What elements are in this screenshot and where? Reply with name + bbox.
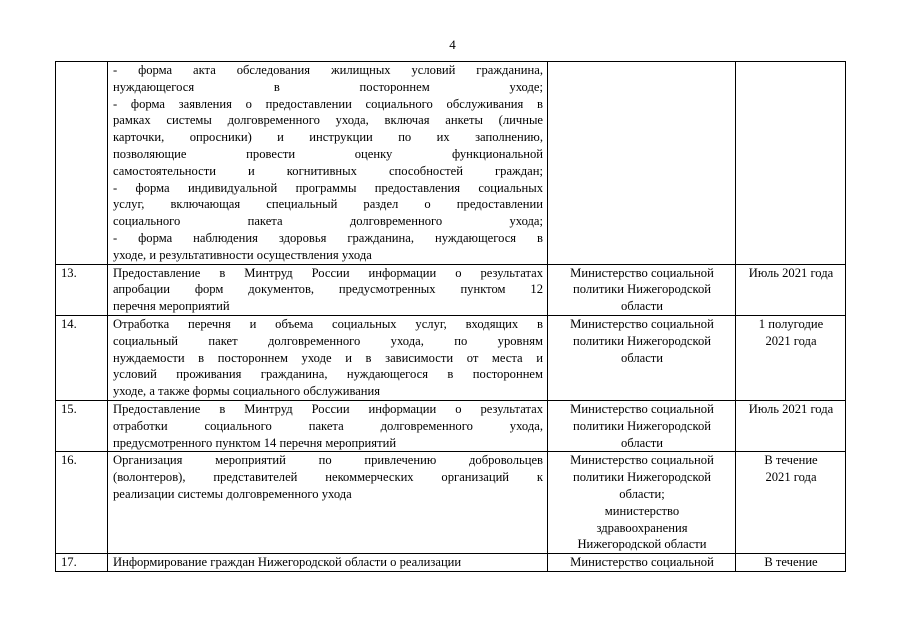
row-description: [108, 62, 548, 265]
text-line: рамках системы долговременного ухода, включая анкеты (личные: [113, 113, 543, 128]
row-term: [736, 62, 846, 265]
text-line: социальный пакет долговременного ухода, по уровням: [113, 333, 543, 348]
text-line: 2021 года: [765, 470, 817, 485]
text-line: Предоставление в Минтруд России информации о результатах: [113, 265, 543, 280]
row-responsible: [548, 554, 736, 572]
row-responsible: [548, 62, 736, 265]
text-line: Предоставление в Минтруд России информации о результатах: [113, 401, 543, 416]
text-line: нуждающегося в постороннем уходе;: [113, 79, 543, 94]
row-term: [736, 315, 846, 400]
page-number: 4: [449, 37, 456, 52]
text-line: Министерство социальной: [570, 316, 714, 331]
row-description: [108, 554, 548, 572]
text-line: В течение: [764, 453, 818, 468]
text-line: карточки, опросники) и инструкции по их заполнению,: [113, 130, 543, 145]
text-line: В течение: [764, 555, 818, 570]
text-line: позволяющие провести оценку функциональной: [113, 146, 543, 161]
text-line: уходе, а также формы социального обслуживания: [113, 384, 381, 399]
text-line: - форма наблюдения здоровья гражданина, нуждающегося в: [113, 230, 543, 245]
text-line: политики Нижегородской: [573, 282, 711, 297]
text-line: Министерство социальной: [570, 453, 714, 468]
row-description: [108, 400, 548, 451]
row-responsible: [548, 452, 736, 554]
text-line: Нижегородской области: [577, 537, 707, 552]
text-line: Министерство социальной: [570, 265, 714, 280]
text-line: здравоохранения: [596, 520, 688, 535]
text-line: предусмотренного пунктом 14 перечня мероприятий: [113, 435, 397, 450]
text-line: политики Нижегородской: [573, 470, 711, 485]
measures-table: [55, 61, 846, 572]
row-description: [108, 315, 548, 400]
text-line: области: [620, 350, 664, 365]
row-number: 17.: [56, 554, 108, 572]
text-line: социального пакета долговременного ухода;: [113, 214, 543, 229]
text-line: отработки социального пакета долговременного ухода,: [113, 418, 543, 433]
text-line: Организация мероприятий по привлечению добровольцев: [113, 453, 543, 468]
text-line: - форма заявления о предоставлении социального обслуживания в: [113, 96, 543, 111]
table-row: [56, 400, 846, 451]
text-line: Отработка перечня и объема социальных услуг, входящих в: [113, 316, 543, 331]
text-line: - форма индивидуальной программы предоставления социальных: [113, 180, 543, 195]
table-row: [56, 554, 846, 572]
text-line: апробации форм документов, предусмотренных пунктом 12: [113, 282, 543, 297]
row-number: 14.: [56, 315, 108, 400]
text-line: реализации системы долговременного ухода: [113, 486, 352, 501]
text-line: области;: [619, 486, 665, 501]
row-responsible: [548, 264, 736, 315]
row-term: [736, 554, 846, 572]
row-number: 16.: [56, 452, 108, 554]
text-line: Министерство социальной: [570, 555, 714, 570]
text-line: услуг, включающая специальный раздел о предоставлении: [113, 197, 543, 212]
row-responsible: [548, 315, 736, 400]
table-row: [56, 264, 846, 315]
row-description: [108, 452, 548, 554]
text-line: условий проживания гражданина, нуждающегося в постороннем: [113, 367, 543, 382]
table-row-continuation: [56, 62, 846, 265]
text-line: Июль 2021 года: [748, 265, 834, 280]
text-line: Министерство социальной: [570, 401, 714, 416]
text-line: (волонтеров), представителей некоммерческих организаций к: [113, 470, 543, 485]
text-line: политики Нижегородской: [573, 418, 711, 433]
text-line: Июль 2021 года: [748, 401, 834, 416]
text-line: - форма акта обследования жилищных условий гражданина,: [113, 63, 543, 77]
text-line: уходе, и результативности осуществления ухода: [113, 247, 372, 262]
table-row: [56, 452, 846, 554]
text-line: политики Нижегородской: [573, 333, 711, 348]
table-row: [56, 315, 846, 400]
text-line: самостоятельности и когнитивных способностей граждан;: [113, 163, 543, 178]
text-line: 2021 года: [765, 333, 817, 348]
row-description: [108, 264, 548, 315]
text-line: перечня мероприятий: [113, 299, 230, 314]
row-responsible: [548, 400, 736, 451]
row-number: 15.: [56, 400, 108, 451]
row-term: [736, 264, 846, 315]
text-line: области: [620, 299, 664, 314]
text-line: министерство: [604, 503, 680, 518]
row-term: [736, 452, 846, 554]
text-line: нуждаемости в постороннем уходе и в зависимости от места и: [113, 350, 543, 365]
measures-table-body: [56, 62, 846, 572]
row-number: [56, 62, 108, 265]
text-line: Информирование граждан Нижегородской области о реализации: [113, 555, 462, 570]
row-number: 13.: [56, 264, 108, 315]
text-line: области: [620, 435, 664, 450]
text-line: 1 полугодие: [758, 316, 824, 331]
row-term: [736, 400, 846, 451]
